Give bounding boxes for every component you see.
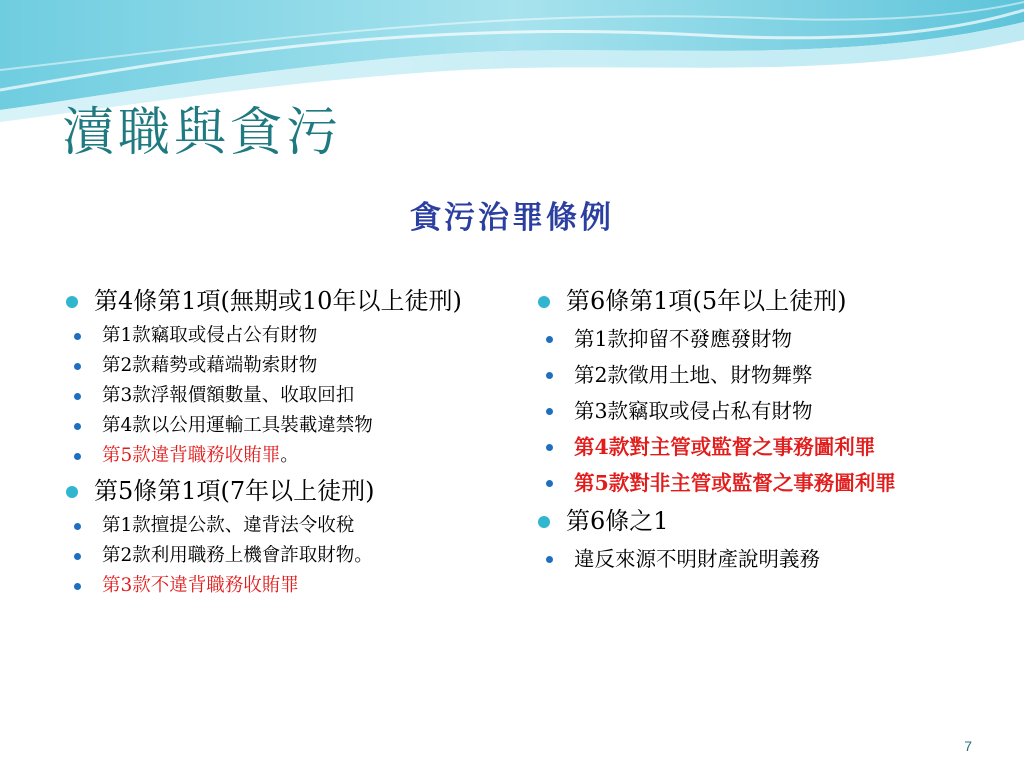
item-punctuation: 。 (280, 445, 299, 466)
item-text-highlight: 第3款不違背職務收賄罪 (102, 575, 299, 596)
bullet-icon (74, 553, 81, 560)
right-column (534, 284, 974, 580)
bullet-icon (546, 372, 553, 379)
bullet-icon (74, 393, 81, 400)
bullet-icon (74, 583, 81, 590)
article-6-section-1 (534, 284, 974, 318)
item-text: 第2款利用職務上機會詐取財物。 (102, 545, 373, 566)
item-text: 第3款浮報價額數量、收取回扣 (102, 385, 355, 406)
bullet-icon (546, 336, 553, 343)
bullet-icon (74, 453, 81, 460)
item-text-highlight: 第5款違背職務收賄罪 (102, 445, 281, 466)
list-item (534, 324, 974, 354)
list-item (62, 444, 514, 468)
list-item (534, 396, 974, 426)
list-item (534, 544, 974, 574)
article-5-items (62, 514, 514, 598)
item-text: 第2款徵用土地、財物舞弊 (574, 363, 813, 387)
item-text: 第1款擅提公款、違背法令收稅 (102, 515, 355, 536)
article-5-heading: 第5條第1項(7年以上徒刑) (94, 477, 375, 505)
bullet-icon (66, 296, 78, 308)
article-6-items (534, 324, 974, 498)
slide-subtitle: 貪污治罪條例 (410, 200, 614, 236)
bullet-icon (538, 296, 550, 308)
list-item (62, 574, 514, 598)
bullet-icon (538, 516, 550, 528)
item-text: 第1款竊取或侵占公有財物 (102, 325, 318, 346)
list-item (534, 468, 974, 498)
article-6-1 (534, 504, 974, 538)
item-text: 第1款抑留不發應發財物 (574, 327, 793, 351)
list-item (62, 354, 514, 378)
article-5-section-1 (62, 474, 514, 508)
bullet-icon (74, 523, 81, 530)
bullet-icon (74, 423, 81, 430)
list-item (534, 432, 974, 462)
bullet-icon (546, 556, 553, 563)
article-6-heading: 第6條第1項(5年以上徒刑) (566, 287, 847, 315)
article-4-section-1 (62, 284, 514, 318)
item-text-highlight: 第5款對非主管或監督之事務圖利罪 (574, 471, 896, 495)
item-text: 第3款竊取或侵占私有財物 (574, 399, 813, 423)
bullet-icon (546, 408, 553, 415)
list-item (62, 324, 514, 348)
list-item (62, 384, 514, 408)
left-column (62, 284, 514, 604)
page-number: 7 (964, 738, 972, 754)
list-item (534, 360, 974, 390)
item-text: 第4款以公用運輸工具裝載違禁物 (102, 415, 373, 436)
list-item (62, 544, 514, 568)
article-6-1-items (534, 544, 974, 574)
item-text: 違反來源不明財產說明義務 (574, 547, 820, 571)
list-item (62, 414, 514, 438)
slide-title: 瀆職與貪污 (62, 103, 343, 163)
article-6-1-heading: 第6條之1 (566, 507, 669, 535)
bullet-icon (546, 480, 553, 487)
bullet-icon (74, 333, 81, 340)
item-text-highlight: 第4款對主管或監督之事務圖利罪 (574, 435, 876, 459)
article-4-items (62, 324, 514, 468)
item-text: 第2款藉勢或藉端勒索財物 (102, 355, 318, 376)
list-item (62, 514, 514, 538)
article-4-heading: 第4條第1項(無期或10年以上徒刑) (94, 287, 462, 315)
bullet-icon (74, 363, 81, 370)
bullet-icon (546, 444, 553, 451)
bullet-icon (66, 486, 78, 498)
